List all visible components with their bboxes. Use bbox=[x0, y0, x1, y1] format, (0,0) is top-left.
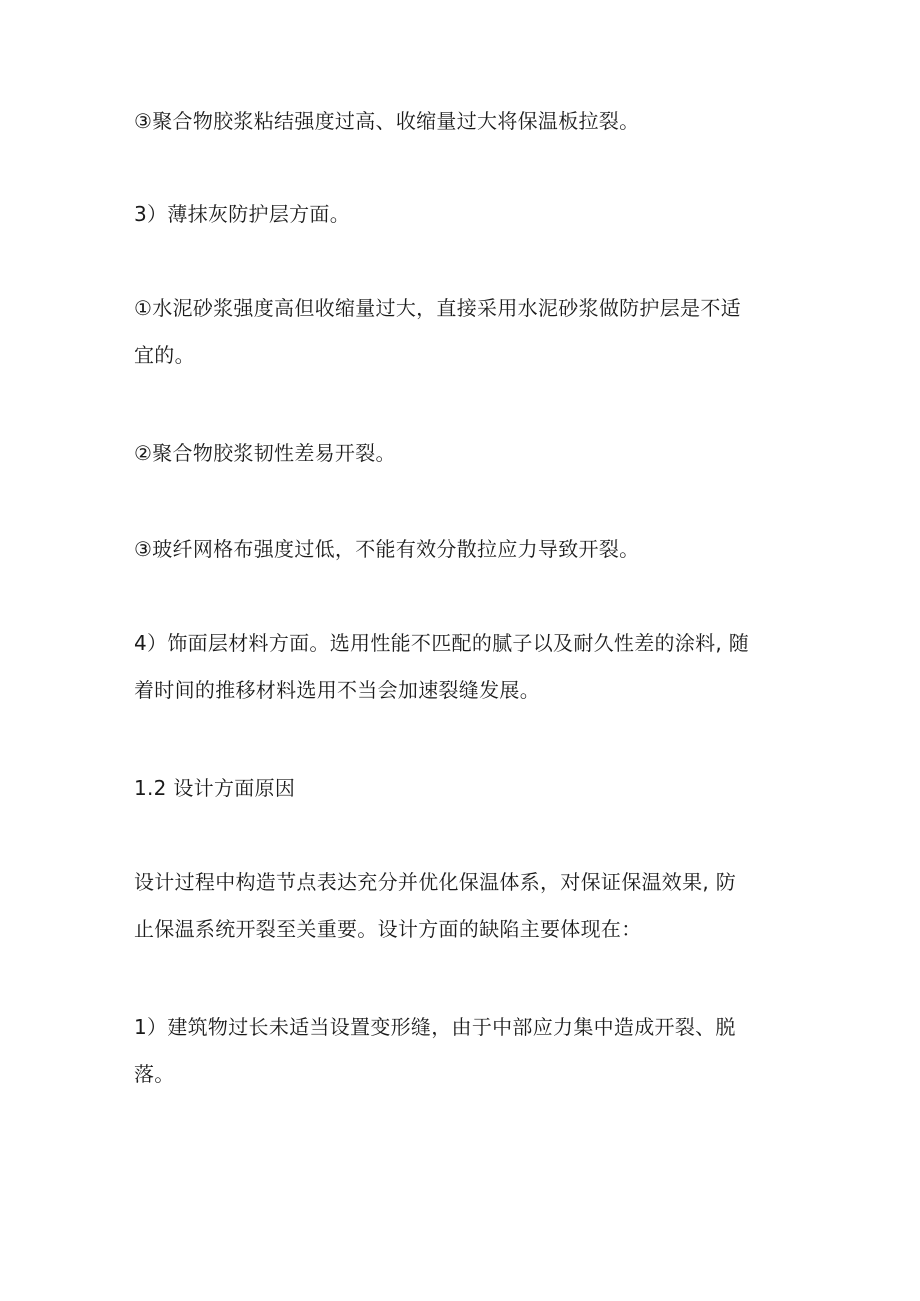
paragraph-finish-layer-materials bbox=[134, 620, 784, 714]
section-heading-design-causes bbox=[134, 765, 784, 812]
paragraph-line: ②聚合物胶浆韧性差易开裂。 bbox=[134, 441, 396, 465]
paragraph-line: 1.2 设计方面原因 bbox=[134, 776, 296, 800]
paragraph-line: 4）饰面层材料方面。选用性能不匹配的腻子以及耐久性差的涂料, 随 bbox=[134, 631, 750, 655]
section-heading-thin-plaster bbox=[134, 191, 784, 238]
paragraph-line: ③聚合物胶浆粘结强度过高、收缩量过大将保温板拉裂。 bbox=[134, 109, 640, 133]
paragraph-line: 止保温系统开裂至关重要。设计方面的缺陷主要体现在： bbox=[134, 917, 642, 941]
paragraph-design-intro bbox=[134, 859, 784, 953]
paragraph-cement-mortar-shrinkage bbox=[134, 285, 784, 379]
paragraph-expansion-joint bbox=[134, 1004, 784, 1098]
paragraph-line: ①水泥砂浆强度高但收缩量过大，直接采用水泥砂浆做防护层是不适 bbox=[134, 296, 741, 320]
paragraph-line: 1）建筑物过长未适当设置变形缝，由于中部应力集中造成开裂、脱 bbox=[134, 1015, 736, 1039]
paragraph-line: 着时间的推移材料选用不当会加速裂缝发展。 bbox=[134, 678, 540, 702]
paragraph-line: 设计过程中构造节点表达充分并优化保温体系，对保证保温效果, 防 bbox=[134, 870, 737, 894]
paragraph-line: 落。 bbox=[134, 1062, 175, 1086]
paragraph-polymer-mortar-bond-strength bbox=[134, 98, 784, 145]
paragraph-line: 3）薄抹灰防护层方面。 bbox=[134, 202, 351, 226]
paragraph-polymer-mortar-toughness bbox=[134, 430, 784, 477]
paragraph-fiberglass-mesh-strength bbox=[134, 526, 784, 573]
paragraph-line: 宜的。 bbox=[134, 343, 195, 367]
paragraph-line: ③玻纤网格布强度过低，不能有效分散拉应力导致开裂。 bbox=[134, 537, 640, 561]
